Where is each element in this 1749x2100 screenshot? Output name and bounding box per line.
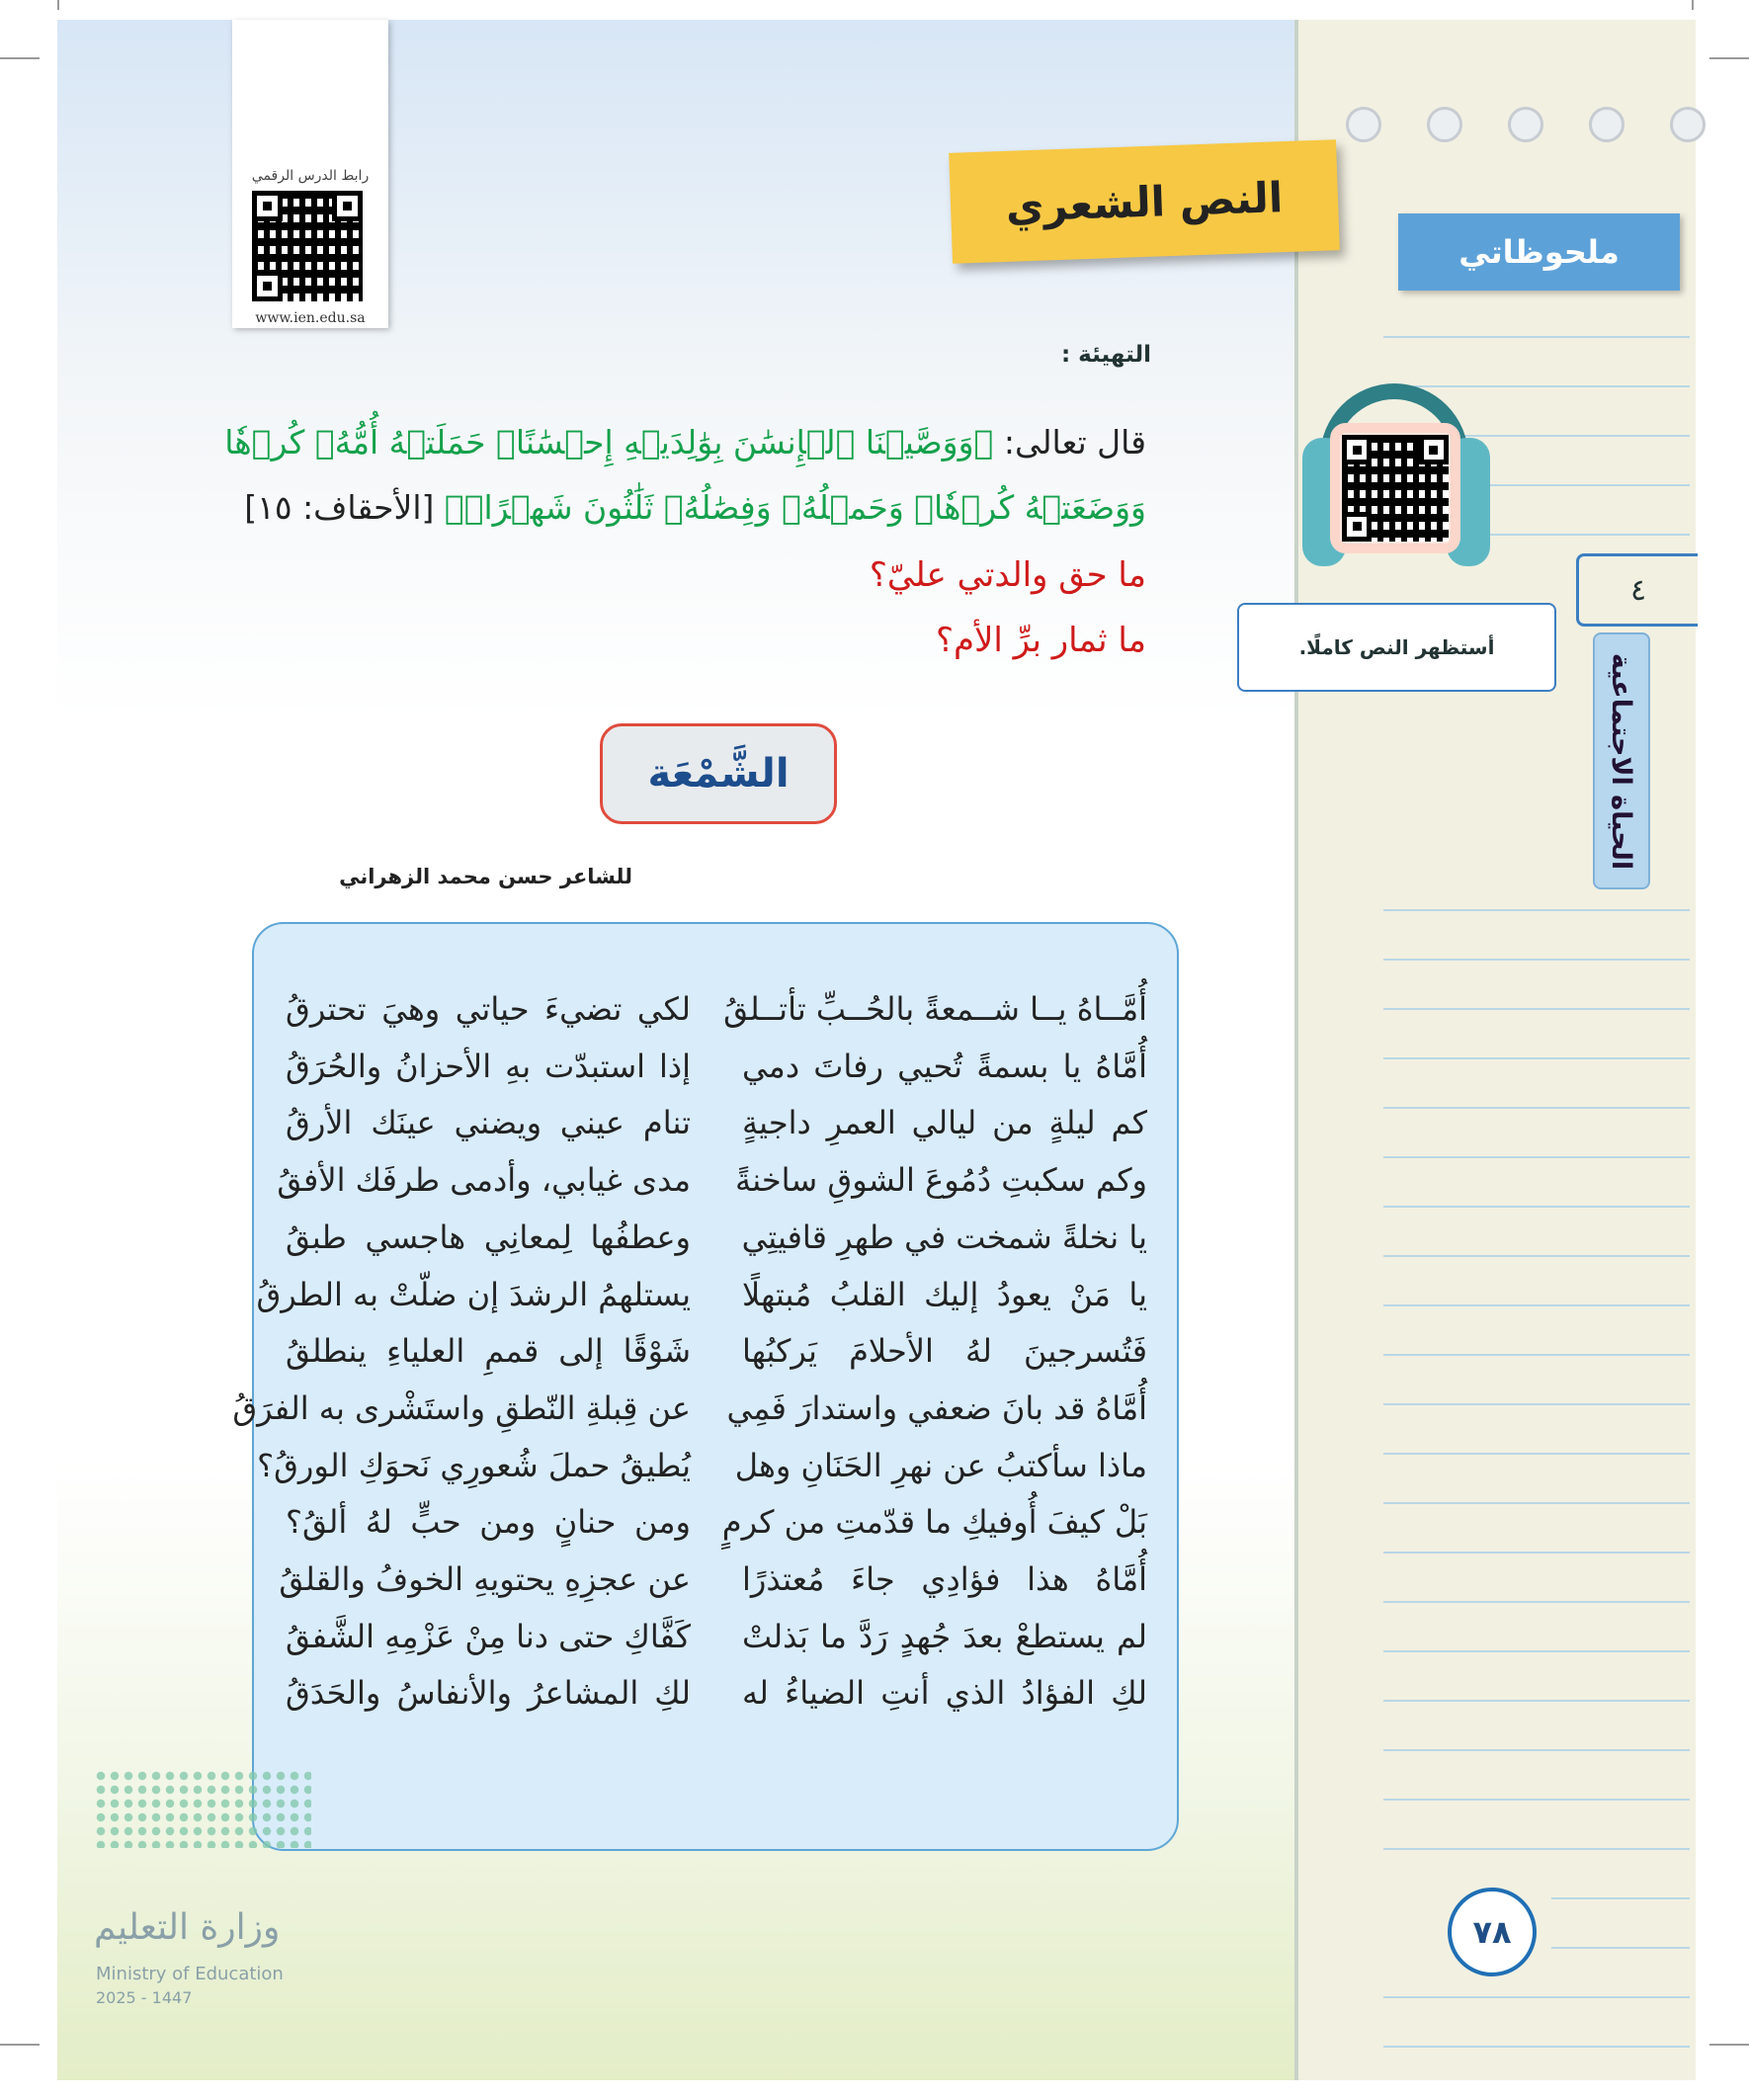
section-title: النص الشعري (949, 139, 1340, 264)
poem-title: الشَّمْعَة (600, 723, 837, 824)
question-2: ما ثمار برِّ الأم؟ (935, 621, 1146, 660)
ruled-line (1383, 1453, 1690, 1455)
ministry-logo (94, 1769, 371, 2016)
poem-line: أُمَّاهُ هذا فؤادِي جاءَ مُعتذرًا (742, 1560, 1147, 1599)
ministry-name-en: Ministry of Education (96, 1964, 284, 1984)
poem-line: ومن حنانٍ ومن حبٍّ لهُ ألقُ؟ (286, 1503, 691, 1542)
crop-mark (1709, 2044, 1749, 2046)
poem-line: لكِ الفؤادُ الذي أنتِ الضياءُ له (742, 1674, 1147, 1713)
ruled-line (1383, 1650, 1690, 1652)
poem-second-halves (232, 981, 691, 1722)
binder-hole (1670, 107, 1706, 142)
ruled-line (1383, 1057, 1690, 1059)
verse-reference: [الأحقاف: ١٥] (244, 488, 435, 527)
crop-mark (1709, 57, 1749, 59)
digital-lesson-card[interactable] (232, 20, 388, 328)
poem-line: وكم سكبتِ دُمُوعَ الشوقِ ساخنةً (735, 1161, 1147, 1200)
poem-line: كم ليلةٍ من ليالي العمرِ داجيةٍ (742, 1104, 1147, 1142)
ministry-logo-dots-icon (94, 1769, 311, 1848)
ruled-line (1383, 1403, 1690, 1405)
qr-code-icon[interactable] (252, 191, 363, 301)
poem-box (232, 922, 1179, 1851)
qr-caption: رابط الدرس الرقمي (251, 168, 370, 184)
verse-prefix: قال تعالى: (1003, 423, 1146, 462)
poem-line: بَلْ كيفَ أُوفيكِ ما قدّمتِ من كرمٍ (721, 1503, 1147, 1542)
notes-column (1294, 20, 1696, 2080)
poem-line: أُمَّاهُ يا بسمةً تُحيي رفاتَ دمي (742, 1047, 1147, 1085)
ruled-line (1383, 1996, 1690, 1998)
poem-line: عن عجزِهِ يحتويهِ الخوفُ والقلقُ (279, 1560, 691, 1599)
ruled-line (1383, 2046, 1690, 2048)
ruled-line (1551, 1947, 1690, 1949)
poem-first-halves (721, 981, 1147, 1722)
ruled-line (1383, 959, 1690, 961)
ministry-name-ar: وزارة التعليم (94, 1907, 281, 1948)
quran-verse (203, 410, 1146, 541)
audio-headphones-icon[interactable] (1302, 383, 1490, 591)
ruled-line (1383, 336, 1690, 338)
unit-side-tab-label: الحياة الاجتماعية (1606, 652, 1637, 870)
ruled-line (1383, 909, 1690, 911)
poet-name: للشاعر حسن محمد الزهراني (339, 865, 632, 888)
poem-line: يُطيقُ حملَ شُعورِي نَحوَكِ الورقُ؟ (257, 1446, 691, 1484)
qr-code-icon (1342, 435, 1449, 542)
poem-line: عن قِبلةِ النّطقِ واستَشْرى به الفرَقُ (232, 1388, 691, 1427)
crop-mark (0, 2044, 40, 2046)
binder-hole (1427, 107, 1462, 142)
crop-mark (1692, 0, 1694, 10)
poem-line: مدى غيابي، وأدمى طرفَك الأفقُ (277, 1161, 691, 1200)
lesson-number-box: ٤ (1576, 553, 1698, 627)
ruled-line (1383, 1700, 1690, 1702)
ruled-line (1383, 1799, 1690, 1801)
ruled-line (1383, 1304, 1690, 1306)
unit-side-tab (1593, 632, 1650, 889)
ruled-line (1383, 1502, 1690, 1504)
poem-line: لكِ المشاعرُ والأنفاسُ والحَدَقُ (286, 1674, 691, 1713)
ruled-line (1383, 1206, 1690, 1208)
poem-line: يستلهمُ الرشدَ إن ضلّتْ به الطرقُ (256, 1275, 691, 1313)
poem-line: كَفَّاكِ حتى دنا مِنْ عَزْمِهِ الشَّفقُ (285, 1617, 691, 1655)
poem-line: شَوْقًا إلى قممِ العلياءِ ينطلقُ (286, 1332, 691, 1371)
memorize-note: أستظهر النص كاملًا. (1237, 603, 1556, 692)
question-1: ما حق والدتي عليّ؟ (869, 555, 1146, 595)
ruled-line (1383, 1354, 1690, 1356)
poem-line: أُمَّاهُ قد بانَ ضعفي واستدارَ فَمِي (726, 1388, 1147, 1427)
binder-hole (1346, 107, 1381, 142)
warmup-label: التهيئة : (1060, 342, 1151, 368)
ruled-line (1383, 1255, 1690, 1257)
audio-qr-code[interactable] (1330, 423, 1460, 553)
poem-line: لم يستطعْ بعدَ جُهدٍ رَدَّ ما بَذلتْ (742, 1617, 1147, 1655)
verse-text: ﴿وَوَصَّيۡنَا ٱلۡإِنسَٰنَ بِوَٰلِدَيۡهِ إِحۡسَٰنًاۖ حَمَلَتۡهُ أُمُّهُۥ كُرۡهٗا وَوَضَعَتۡهُ كُرۡهٗاۖ وَحَمۡلُهُۥ وَفِصَٰلُهُۥ ثَلَٰثُونَ شَهۡرًاۚ﴾ (224, 423, 1146, 527)
ruled-line (1383, 1107, 1690, 1109)
ruled-line (1383, 1156, 1690, 1158)
poem-line: وعطفُها لِمعانِي هاجسي طبقُ (286, 1218, 691, 1256)
poem-line: تنام عيني ويضني عينَك الأرقُ (286, 1104, 691, 1142)
poem-line: ماذا سأكتبُ عن نهرِ الحَنَانِ وهل (734, 1446, 1147, 1484)
ruled-line (1383, 1552, 1690, 1554)
my-notes-tab: ملحوظاتي (1398, 213, 1680, 291)
poem-line: فَتُسرجينَ لهُ الأحلامَ يَركبُها (742, 1332, 1147, 1371)
binder-hole (1508, 107, 1543, 142)
ruled-line (1383, 1008, 1690, 1010)
poem-line: يا مَنْ يعودُ إليك القلبُ مُبتهلًا (742, 1275, 1147, 1313)
poem-line: يا نخلةً شمخت في طهرِ قافيتِي (741, 1218, 1147, 1256)
ruled-line (1383, 1601, 1690, 1603)
ministry-year: 2025 - 1447 (96, 1988, 193, 2007)
ruled-line (1383, 1749, 1690, 1751)
poem-line: إذا استبدّت بهِ الأحزانُ والحُرَقُ (286, 1047, 691, 1085)
qr-url[interactable]: www.ien.edu.sa (255, 310, 366, 326)
poem-line: لكي تضيءَ حياتي وهيَ تحترقُ (286, 990, 691, 1028)
ruled-line (1551, 1897, 1690, 1899)
poem-line: أُمَّــاهُ يــا شــمعةً بالحُــبِّ تأتــلقُ (723, 990, 1147, 1028)
binder-hole (1589, 107, 1624, 142)
ruled-line (1383, 1848, 1690, 1850)
crop-mark (0, 57, 40, 59)
crop-mark (57, 0, 59, 10)
page-number: ٧٨ (1448, 1888, 1537, 1976)
